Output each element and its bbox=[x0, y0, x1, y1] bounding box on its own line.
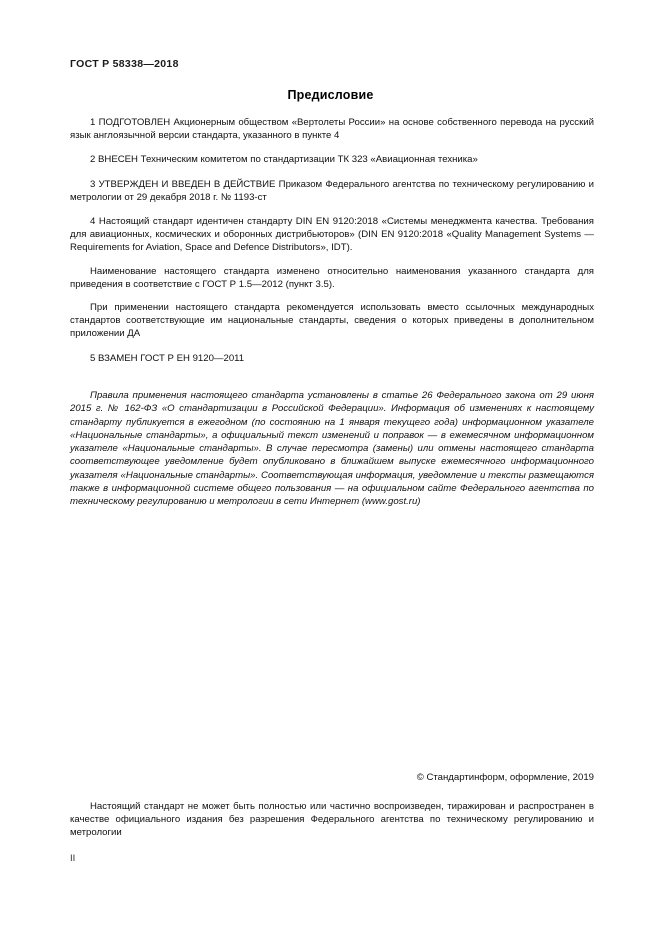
note-text: Правила применения настоящего стандарта установлены в статье 26 Федерального закона от 29 июня 2015 г. № 162-ФЗ «О стандартизации в Российской Федерации». Информация об изменениях к настоящему стандарту публикуется в ежегодном (по состоянию на 1 января текущего года) информационном указателе «Национальные стандарты», а официальный текст изменений и поправок — в ежемесячном информационном указателе «Национальные стандарты». В случае пересмотра (замены) или отмены настоящего стандарта соответствующее уведомление будет опубликовано в ближайшем выпуске ежемесячного информационного указателя «Национальные стандарты». Соответствующая информация, уведомление и тексты размещаются также в информационной системе общего пользования — на официальном сайте Федерального агентства по техническому регулированию и метрологии в сети Интернет (www.gost.ru) bbox=[70, 390, 594, 508]
paragraph-6: При применении настоящего стандарта рекомендуется использовать вместо ссылочных международных стандартов соответствующие им национальные стандарты, сведения о которых приведены в дополнительном приложении ДА bbox=[70, 302, 594, 340]
page-number: II bbox=[70, 853, 76, 864]
paragraph-5: Наименование настоящего стандарта изменено относительно наименования указанного стандарта для приведения в соответствие с ГОСТ Р 1.5—2012 (пункт 3.5). bbox=[70, 265, 594, 290]
standard-header: ГОСТ Р 58338—2018 bbox=[70, 58, 179, 70]
paragraph-2: 2 ВНЕСЕН Техническим комитетом по стандартизации ТК 323 «Авиационная техника» bbox=[90, 154, 478, 166]
footer-note-text: Настоящий стандарт не может быть полностью или частично воспроизведен, тиражирован и распространен в качестве официального издания без разрешения Федерального агентства по техническому регулированию и метрологии bbox=[70, 801, 594, 839]
paragraph-4: 4 Настоящий стандарт идентичен стандарту DIN EN 9120:2018 «Системы менеджмента качества. Требования для авиационных, космических и оборонных дистрибьюторов» (DIN EN 9120:2018 «Quality Management Systems — Requirements for Aviation, Space and Defence Distributors», IDT). bbox=[70, 216, 594, 254]
paragraph-1: 1 ПОДГОТОВЛЕН Акционерным обществом «Вертолеты России» на основе собственного перевода на русский язык англоязычной версии стандарта, указанного в пункте 4 bbox=[70, 117, 594, 142]
paragraph-7: 5 ВЗАМЕН ГОСТ Р ЕН 9120—2011 bbox=[90, 352, 245, 364]
application-rules-note bbox=[70, 389, 594, 509]
paragraph-3: 3 УТВЕРЖДЕН И ВВЕДЕН В ДЕЙСТВИЕ Приказом Федерального агентства по техническому регулированию и метрологии от 29 декабря 2018 г. № 1193-ст bbox=[70, 178, 594, 203]
preface-body bbox=[70, 116, 594, 376]
reproduction-notice bbox=[70, 800, 594, 840]
copyright-line: © Стандартинформ, оформление, 2019 bbox=[416, 772, 594, 783]
page-title: Предисловие bbox=[287, 88, 374, 102]
